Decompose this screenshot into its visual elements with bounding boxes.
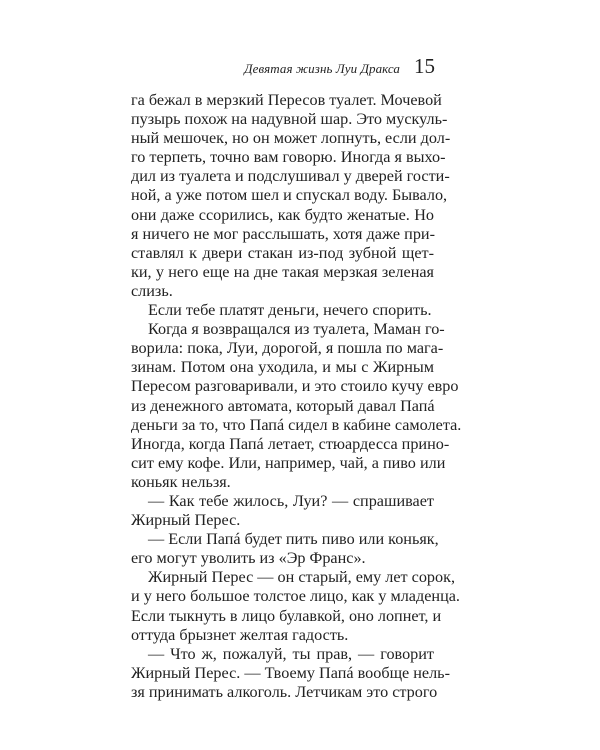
text-line: го терпеть, точно вам говорю. Иногда я выхо- (131, 148, 446, 167)
text-line: его могут уволить из «Эр Франс». (131, 549, 366, 568)
text-line: Если тебе платят деньги, нечего спорить. (148, 301, 432, 320)
text-line: зя принимать алкоголь. Летчикам это строго (131, 682, 438, 701)
text-line: они даже ссорились, как будто женатые. Но (131, 205, 434, 224)
text-line: сит ему кофе. Или, например, чай, а пиво или (131, 453, 446, 472)
text-line: пузырь похож на надувной шар. Это мускуль- (131, 110, 448, 129)
text-line: ки, у него еще на дне такая мерзкая зеленая (131, 262, 434, 281)
text-line: ставлял к двери стакан из-под зубной щет- (131, 243, 434, 262)
text-line: ной, а уже потом шел и спускал воду. Бывало, (131, 186, 448, 205)
text-line: ный мешочек, но он может лопнуть, если дол- (131, 129, 451, 148)
text-line: — Что ж, пожалуй, ты прав, — говорит (148, 644, 434, 663)
page-number: 15 (414, 54, 435, 78)
text-line: слизь. (131, 281, 173, 300)
text-line: Если тыкнуть в лицо булавкой, оно лопнет, и (131, 606, 442, 625)
text-line: Иногда, когда Папá летает, стюардесса прино- (131, 434, 450, 453)
text-line: — Если Папá будет пить пиво или коньяк, (148, 530, 439, 549)
text-line: и у него большое толстое лицо, как у младенца. (131, 587, 460, 606)
text-line: оттуда брызнет желтая гадость. (131, 625, 349, 644)
text-line: Жирный Перес. — Твоему Папá вообще нель- (131, 663, 450, 682)
text-line: коньяк нельзя. (131, 472, 231, 491)
running-title: Девятая жизнь Луи Дракса (244, 61, 400, 76)
text-line: деньги за то, что Папá сидел в кабине самолета. (131, 415, 462, 434)
text-line: — Как тебе жилось, Луи? — спрашивает (148, 491, 434, 510)
text-line: га бежал в мерзкий Пересов туалет. Мочевой (131, 91, 442, 109)
text-line: дил из туалета и подслушивал у дверей гости- (131, 167, 450, 186)
text-line: зинам. Потом она уходила, и мы с Жирным (131, 358, 434, 377)
text-line: Жирный Перес. (131, 511, 241, 530)
text-line: ворила: пока, Луи, дорогой, я пошла по мага- (131, 339, 444, 358)
running-header (130, 54, 435, 79)
text-line: Когда я возвращался из туалета, Маман го- (148, 320, 445, 339)
text-line: Жирный Перес — он старый, ему лет сорок, (148, 568, 456, 587)
body-text (131, 91, 462, 702)
text-line: я ничего не мог расслышать, хотя даже при- (131, 224, 435, 243)
text-line: Пересом разговаривали, и это стоило кучу евро (131, 377, 459, 396)
text-line: из денежного автомата, который давал Папá (131, 396, 435, 415)
